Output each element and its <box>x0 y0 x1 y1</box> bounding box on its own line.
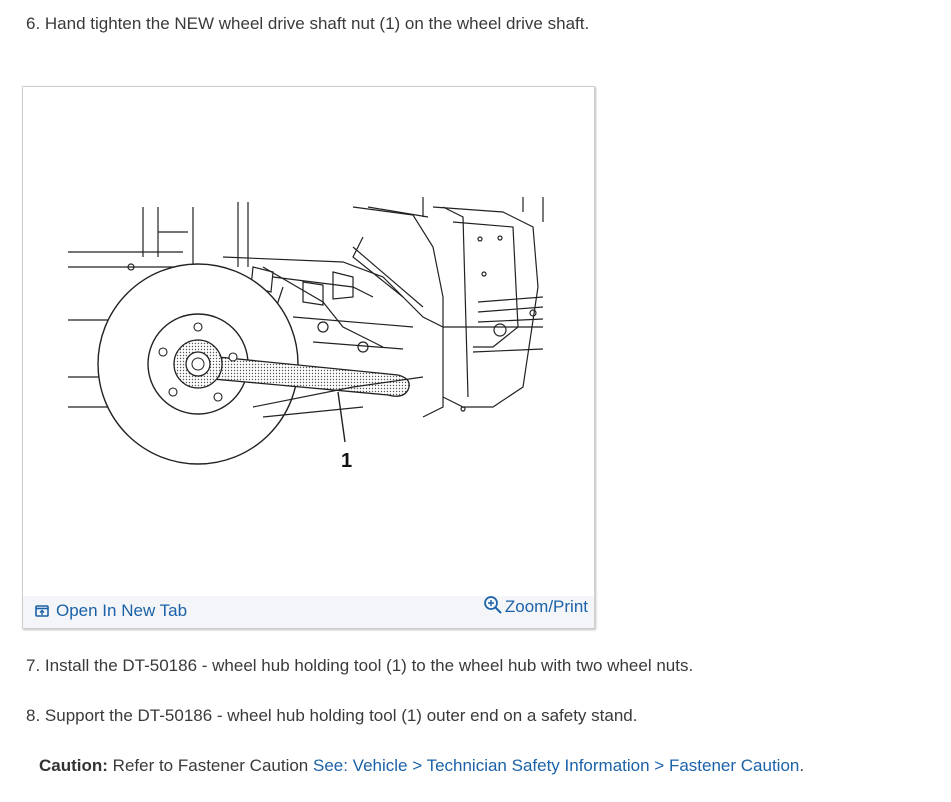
open-new-tab-icon <box>35 605 49 617</box>
wheel-hub-diagram <box>23 87 594 597</box>
step-8-text: 8. Support the DT-50186 - wheel hub holding tool (1) outer end on a safety stand. <box>26 706 638 725</box>
step-6-text: 6. Hand tighten the NEW wheel drive shaft nut (1) on the wheel drive shaft. <box>26 14 590 33</box>
figure-panel <box>22 86 595 629</box>
caution-note <box>39 755 804 777</box>
step-7-text: 7. Install the DT-50186 - wheel hub holding tool (1) to the wheel hub with two wheel nuts. <box>26 656 694 675</box>
caution-label: Caution: <box>39 756 108 775</box>
fastener-caution-link[interactable]: See: Vehicle > Technician Safety Information > Fastener Caution <box>312 756 800 775</box>
caution-end: . <box>799 756 805 775</box>
caution-text: Refer to Fastener Caution <box>107 756 313 775</box>
open-in-new-tab-label: Open In New Tab <box>56 601 188 620</box>
figure-action-bar <box>23 596 594 628</box>
open-in-new-tab-link[interactable] <box>35 601 187 621</box>
zoom-print-link[interactable] <box>483 597 588 617</box>
zoom-icon <box>483 595 503 615</box>
callout-number: 1 <box>341 450 353 472</box>
zoom-print-label: Zoom/Print <box>504 597 588 616</box>
